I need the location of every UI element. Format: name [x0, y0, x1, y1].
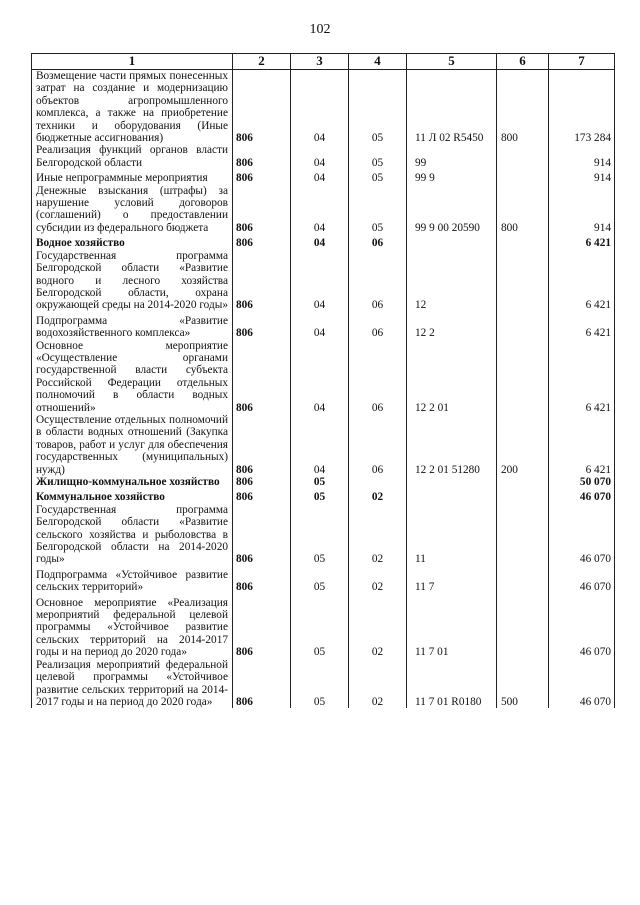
- row-expense-type: [497, 169, 549, 184]
- row-amount: 46 070: [549, 594, 615, 659]
- row-name: Государственная программа Белгородской области «Развитие сельского хозяйства и рыболовства в Белгородской области на 2014-2020 годы»: [32, 504, 233, 566]
- row-subsection: 06: [349, 340, 407, 414]
- row-subsection: 06: [349, 250, 407, 312]
- row-name: Возмещение части прямых понесенных затрат на создание и модернизацию объектов агропромышленного комплекса, а также на приобретение техники и оборудования (Иные бюджетные ассигнования): [32, 70, 233, 145]
- row-target-article: 99 9 00 20590: [407, 185, 497, 235]
- row-name: Денежные взыскания (штрафы) за нарушение условий договоров (соглашений) о предоставлении субсидии из федерального бюджета: [32, 185, 233, 235]
- table-row: [32, 566, 615, 594]
- row-subsection: [349, 476, 407, 488]
- row-admin-code: 806: [233, 312, 291, 340]
- row-amount: 50 070: [549, 476, 615, 488]
- row-amount: 46 070: [549, 659, 615, 709]
- column-header: 7: [549, 54, 615, 70]
- row-amount: 6 421: [549, 414, 615, 476]
- row-name: Основное мероприятие «Реализация мероприятий федеральной целевой программы «Устойчивое развитие сельских территорий на 2014-2017 годы и на период до 2020 года»: [32, 594, 233, 659]
- row-target-article: 12 2 01: [407, 340, 497, 414]
- column-header: 2: [233, 54, 291, 70]
- row-expense-type: 800: [497, 70, 549, 145]
- row-expense-type: [497, 234, 549, 249]
- row-name: Подпрограмма «Развитие водохозяйственного комплекса»: [32, 312, 233, 340]
- row-subsection: 02: [349, 659, 407, 709]
- row-amount: 914: [549, 185, 615, 235]
- row-name: Жилищно-коммунальное хозяйство: [32, 476, 233, 488]
- header-row: [32, 54, 615, 70]
- row-admin-code: 806: [233, 70, 291, 145]
- row-section: 04: [291, 250, 349, 312]
- row-subsection: 05: [349, 185, 407, 235]
- row-target-article: 99: [407, 144, 497, 169]
- row-admin-code: 806: [233, 594, 291, 659]
- row-name: Государственная программа Белгородской области «Развитие водного и лесного хозяйства Белгородской области, охрана окружающей среды на 2014-2020 годы»: [32, 250, 233, 312]
- table-row: [32, 414, 615, 476]
- table-row: [32, 169, 615, 184]
- row-admin-code: 806: [233, 659, 291, 709]
- row-section: 04: [291, 312, 349, 340]
- row-target-article: 12: [407, 250, 497, 312]
- row-expense-type: [497, 250, 549, 312]
- row-admin-code: 806: [233, 340, 291, 414]
- table-row: [32, 476, 615, 488]
- table-row: [32, 70, 615, 145]
- row-amount: 46 070: [549, 566, 615, 594]
- row-expense-type: [497, 566, 549, 594]
- row-section: 05: [291, 504, 349, 566]
- row-expense-type: [497, 594, 549, 659]
- row-section: 04: [291, 185, 349, 235]
- row-subsection: 05: [349, 169, 407, 184]
- table-row: [32, 340, 615, 414]
- row-target-article: 11 7 01: [407, 594, 497, 659]
- row-name: Подпрограмма «Устойчивое развитие сельских территорий»: [32, 566, 233, 594]
- row-section: 05: [291, 566, 349, 594]
- table-row: [32, 504, 615, 566]
- row-target-article: [407, 488, 497, 503]
- row-expense-type: [497, 144, 549, 169]
- page-number: 102: [309, 22, 331, 37]
- row-admin-code: 806: [233, 250, 291, 312]
- row-section: 04: [291, 70, 349, 145]
- row-amount: 914: [549, 169, 615, 184]
- row-target-article: 11: [407, 504, 497, 566]
- table-row: [32, 488, 615, 503]
- row-expense-type: [497, 504, 549, 566]
- row-section: 05: [291, 488, 349, 503]
- row-admin-code: 806: [233, 144, 291, 169]
- row-amount: 46 070: [549, 504, 615, 566]
- row-target-article: 12 2: [407, 312, 497, 340]
- column-header: 3: [291, 54, 349, 70]
- table-row: [32, 250, 615, 312]
- row-expense-type: [497, 312, 549, 340]
- row-subsection: 02: [349, 594, 407, 659]
- row-subsection: 02: [349, 566, 407, 594]
- row-target-article: [407, 476, 497, 488]
- row-section: 05: [291, 594, 349, 659]
- column-header: 1: [32, 54, 233, 70]
- row-target-article: 11 Л 02 R5450: [407, 70, 497, 145]
- row-subsection: 05: [349, 144, 407, 169]
- row-subsection: 05: [349, 70, 407, 145]
- table-row: [32, 659, 615, 709]
- row-expense-type: [497, 340, 549, 414]
- row-name: Водное хозяйство: [32, 234, 233, 249]
- row-amount: 6 421: [549, 250, 615, 312]
- row-section: 04: [291, 169, 349, 184]
- row-subsection: 02: [349, 488, 407, 503]
- row-target-article: 99 9: [407, 169, 497, 184]
- row-admin-code: 806: [233, 414, 291, 476]
- row-name: Коммунальное хозяйство: [32, 488, 233, 503]
- table-row: [32, 594, 615, 659]
- row-admin-code: 806: [233, 488, 291, 503]
- row-expense-type: 800: [497, 185, 549, 235]
- row-subsection: 06: [349, 312, 407, 340]
- row-section: 04: [291, 414, 349, 476]
- row-section: 05: [291, 476, 349, 488]
- row-amount: 46 070: [549, 488, 615, 503]
- row-section: 05: [291, 659, 349, 709]
- row-expense-type: 500: [497, 659, 549, 709]
- row-expense-type: 200: [497, 414, 549, 476]
- row-name: Осуществление отдельных полномочий в области водных отношений (Закупка товаров, работ и услуг для обеспечения государственных (муниципальных) нужд): [32, 414, 233, 476]
- row-amount: 173 284: [549, 70, 615, 145]
- row-target-article: [407, 234, 497, 249]
- row-amount: 6 421: [549, 340, 615, 414]
- row-target-article: 11 7 01 R0180: [407, 659, 497, 709]
- column-header: 4: [349, 54, 407, 70]
- row-admin-code: 806: [233, 476, 291, 488]
- row-name: Основное мероприятие «Осуществление органами государственной власти субъекта Российской Федерации отдельных полномочий в области водных отношений»: [32, 340, 233, 414]
- column-header: 6: [497, 54, 549, 70]
- row-name: Иные непрограммные мероприятия: [32, 169, 233, 184]
- row-admin-code: 806: [233, 234, 291, 249]
- table-row: [32, 144, 615, 169]
- row-expense-type: [497, 488, 549, 503]
- row-expense-type: [497, 476, 549, 488]
- row-admin-code: 806: [233, 504, 291, 566]
- row-amount: 6 421: [549, 234, 615, 249]
- table-row: [32, 234, 615, 249]
- row-admin-code: 806: [233, 169, 291, 184]
- table-row: [32, 185, 615, 235]
- row-name: Реализация мероприятий федеральной целевой программы «Устойчивое развитие сельских территорий на 2014-2017 годы и на период до 2020 года»: [32, 659, 233, 709]
- row-subsection: 02: [349, 504, 407, 566]
- row-subsection: 06: [349, 234, 407, 249]
- row-section: 04: [291, 340, 349, 414]
- row-section: 04: [291, 234, 349, 249]
- row-subsection: 06: [349, 414, 407, 476]
- table-row: [32, 312, 615, 340]
- row-admin-code: 806: [233, 185, 291, 235]
- row-admin-code: 806: [233, 566, 291, 594]
- row-name: Реализация функций органов власти Белгородской области: [32, 144, 233, 169]
- row-section: 04: [291, 144, 349, 169]
- row-amount: 6 421: [549, 312, 615, 340]
- row-target-article: 11 7: [407, 566, 497, 594]
- row-amount: 914: [549, 144, 615, 169]
- row-target-article: 12 2 01 51280: [407, 414, 497, 476]
- budget-table: [31, 53, 615, 708]
- column-header: 5: [407, 54, 497, 70]
